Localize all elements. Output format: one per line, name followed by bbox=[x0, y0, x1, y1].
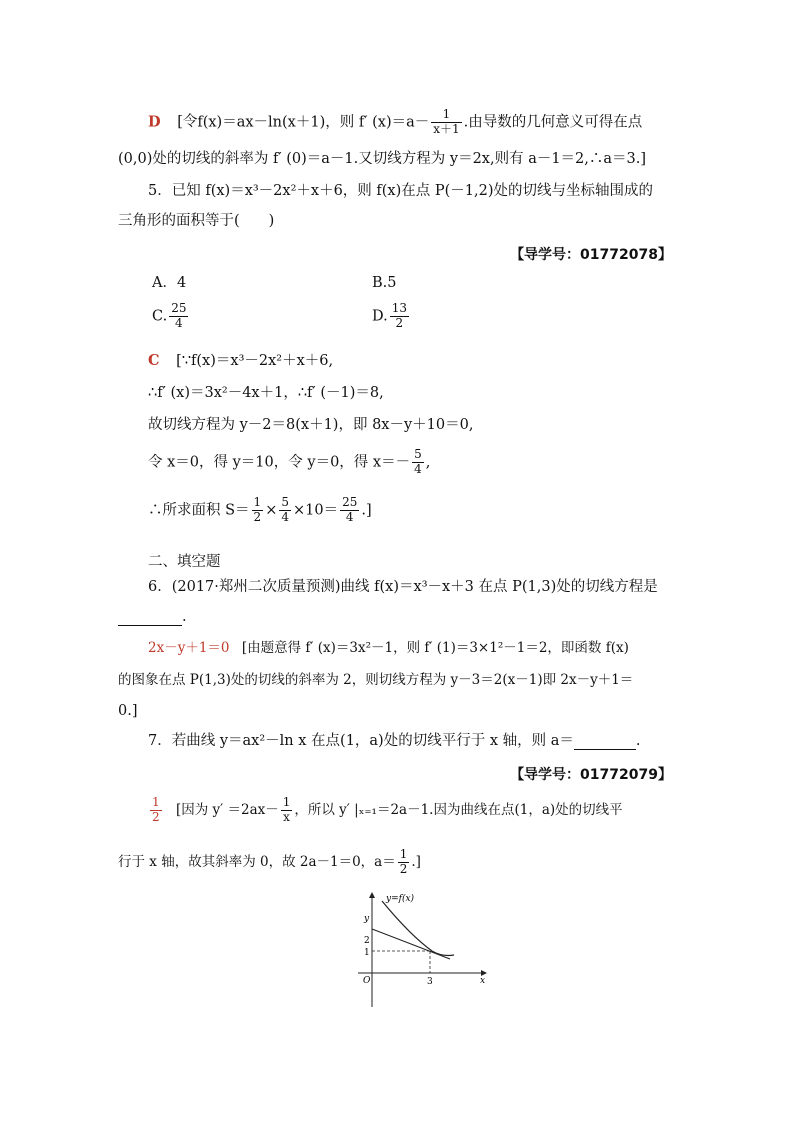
tangent-line-graph bbox=[330, 885, 490, 1010]
q5-solution-line2: ∴f′ (x)＝3x²－4x＋1，∴f′ (－1)＝8, bbox=[148, 385, 384, 401]
y-axis-label: y bbox=[364, 914, 370, 924]
q5-option-c-fraction: $\frac{25}{4}$ bbox=[171, 301, 187, 330]
q7-answer-blank bbox=[574, 734, 636, 750]
q6-answer: 2x－y＋1＝0 bbox=[148, 640, 230, 656]
q5-fraction-5-4: $\frac{5}{4}$ bbox=[414, 447, 422, 476]
q5-option-d-fraction: $\frac{13}{2}$ bbox=[391, 301, 407, 330]
section-heading-fill-in: 二、填空题 bbox=[148, 554, 221, 570]
q4-solution-line2: (0,0)处的切线的斜率为 f′ (0)＝a－1.又切线方程为 y＝2x,则有 a－1＝2,∴a＝3.] bbox=[118, 151, 647, 167]
q7-stem-line1: 7．若曲线 y＝ax²－ln x 在点(1，a)处的切线平行于 x 轴，则 a＝ . bbox=[148, 733, 641, 749]
q4-fraction: $\frac{1}{x+1}$ bbox=[433, 107, 460, 136]
q7-solution-line2: 行于 x 轴，故其斜率为 0，故 2a－1＝0，a＝ $\frac{1}{2}$ .] bbox=[118, 847, 421, 876]
q6-solution-line2: 的图象在点 P(1,3)处的切线的斜率为 2，则切线方程为 y－3＝2(x－1)即 2x－y＋1＝ bbox=[118, 672, 634, 688]
q5-solution-line4: 令 x＝0，得 y＝10，令 y＝0，得 x＝－ $\frac{5}{4}$ , bbox=[148, 447, 431, 476]
q5-stem-line1: 5．已知 f(x)＝x³－2x²＋x＋6，则 f(x)在点 P(－1,2)处的切线与坐标轴围成的 bbox=[148, 183, 654, 199]
tick-y-1: 1 bbox=[364, 948, 370, 958]
tick-x-3: 3 bbox=[427, 977, 433, 987]
q4-text: [令 bbox=[177, 114, 198, 131]
origin-label: O bbox=[363, 976, 371, 986]
q7-solution-line1: $\frac{1}{2}$ [因为 y′ ＝2ax－ $\frac{1}{x}$ ，所以 y′ |ₓ₌₁＝2a－1.因为曲线在点(1，a)处的切线平 bbox=[152, 795, 623, 824]
q5-solution-line1: C [∵f(x)＝x³－2x²＋x＋6, bbox=[148, 352, 334, 369]
q5-option-b: B.5 bbox=[372, 275, 397, 291]
q5-solution-line5: ∴所求面积 S＝ $\frac{1}{2}$ × $\frac{5}{4}$ ×10＝ $\frac{25}{4}$ .] bbox=[148, 495, 372, 524]
q4-solution-line1 bbox=[148, 108, 642, 137]
q6-answer-blank bbox=[118, 610, 182, 626]
curve-label: y=f(x) bbox=[386, 894, 415, 904]
q6-solution-line3: 0.] bbox=[118, 703, 138, 719]
curve-y-f-x bbox=[382, 901, 454, 956]
q5-option-d: D. $\frac{13}{2}$ bbox=[372, 301, 407, 330]
q6-stem-line1: 6．(2017·郑州二次质量预测)曲线 f(x)＝x³－x＋3 在点 P(1,3)处的切线方程是 bbox=[148, 579, 658, 595]
q5-solution-line3: 故切线方程为 y－2＝8(x＋1)，即 8x－y＋10＝0, bbox=[148, 417, 474, 433]
q6-solution-line1: 2x－y＋1＝0 [由题意得 f′ (x)＝3x²－1，则 f′ (1)＝3×1²－1＝2，即函数 f(x) bbox=[148, 640, 629, 656]
q4-answer-letter: D bbox=[148, 113, 161, 131]
tick-y-2: 2 bbox=[364, 936, 370, 946]
q6-stem-line2: . bbox=[118, 610, 187, 626]
q5-option-a: A．4 bbox=[152, 275, 187, 291]
q5-stem-line2: 三角形的面积等于( ) bbox=[118, 213, 275, 229]
q5-reference-number: 【导学号：01772078】 bbox=[510, 247, 672, 263]
q5-option-c: C. $\frac{25}{4}$ bbox=[152, 301, 187, 330]
q4-text: f(x)＝ax－ln(x＋1)，则 f′ (x)＝a－ bbox=[197, 114, 430, 131]
q4-text: .由导数的几何意义可得在点 bbox=[463, 114, 643, 131]
q7-answer-fraction: $\frac{1}{2}$ bbox=[152, 795, 160, 824]
q7-reference-number: 【导学号：01772079】 bbox=[510, 767, 672, 783]
x-axis-label: x bbox=[480, 976, 486, 986]
q5-answer-letter: C bbox=[148, 352, 160, 369]
